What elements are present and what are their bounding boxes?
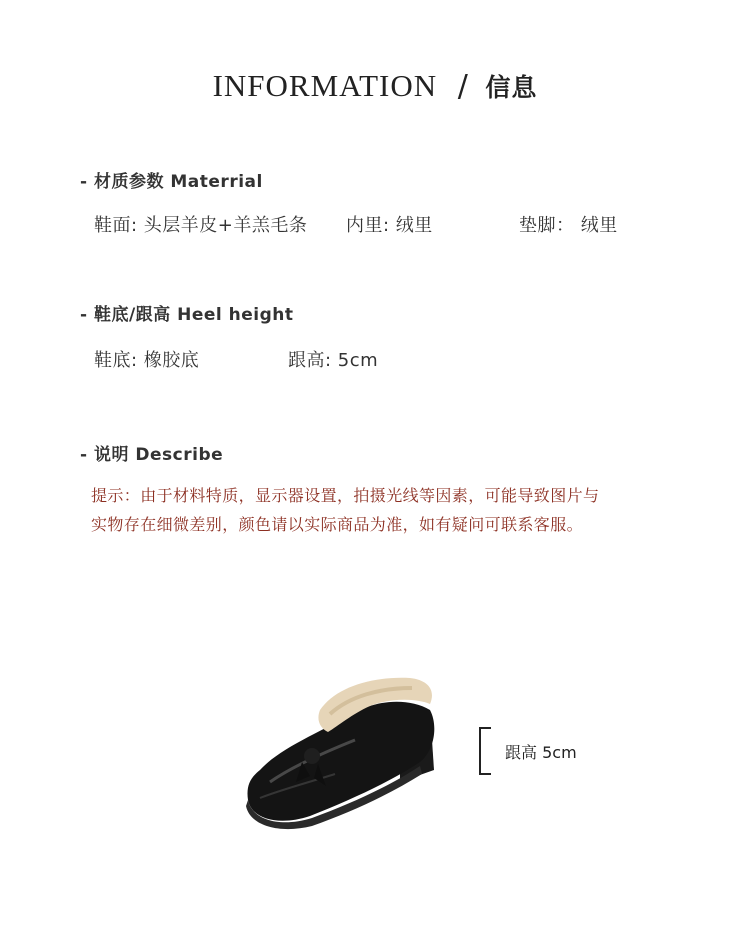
loafer-shoe-image <box>240 670 440 832</box>
material-lining: 内里: 绒里 <box>346 215 433 236</box>
material-heading: - 材质参数 Materrial <box>80 172 263 192</box>
heel-heading: - 鞋底/跟高 Heel height <box>80 305 294 325</box>
page-title <box>0 68 750 104</box>
title-english: INFORMATION <box>212 68 438 103</box>
heel-height-bracket <box>479 727 491 775</box>
material-insole: 垫脚： 绒里 <box>519 215 618 236</box>
heel-height-label: 跟高 5cm <box>505 743 577 762</box>
heel-height: 跟高: 5cm <box>288 350 379 371</box>
describe-note-line-2: 实物存在细微差别，颜色请以实际商品为准，如有疑问可联系客服。 <box>91 515 584 534</box>
material-upper: 鞋面: 头层羊皮+羊羔毛条 <box>94 215 308 236</box>
describe-note-line-1: 提示：由于材料特质，显示器设置，拍摄光线等因素，可能导致图片与 <box>91 486 600 505</box>
describe-heading: - 说明 Describe <box>80 445 224 465</box>
title-separator: / <box>457 69 469 104</box>
title-chinese: 信息 <box>485 73 538 102</box>
describe-note <box>91 481 651 539</box>
heel-sole: 鞋底: 橡胶底 <box>94 350 200 371</box>
